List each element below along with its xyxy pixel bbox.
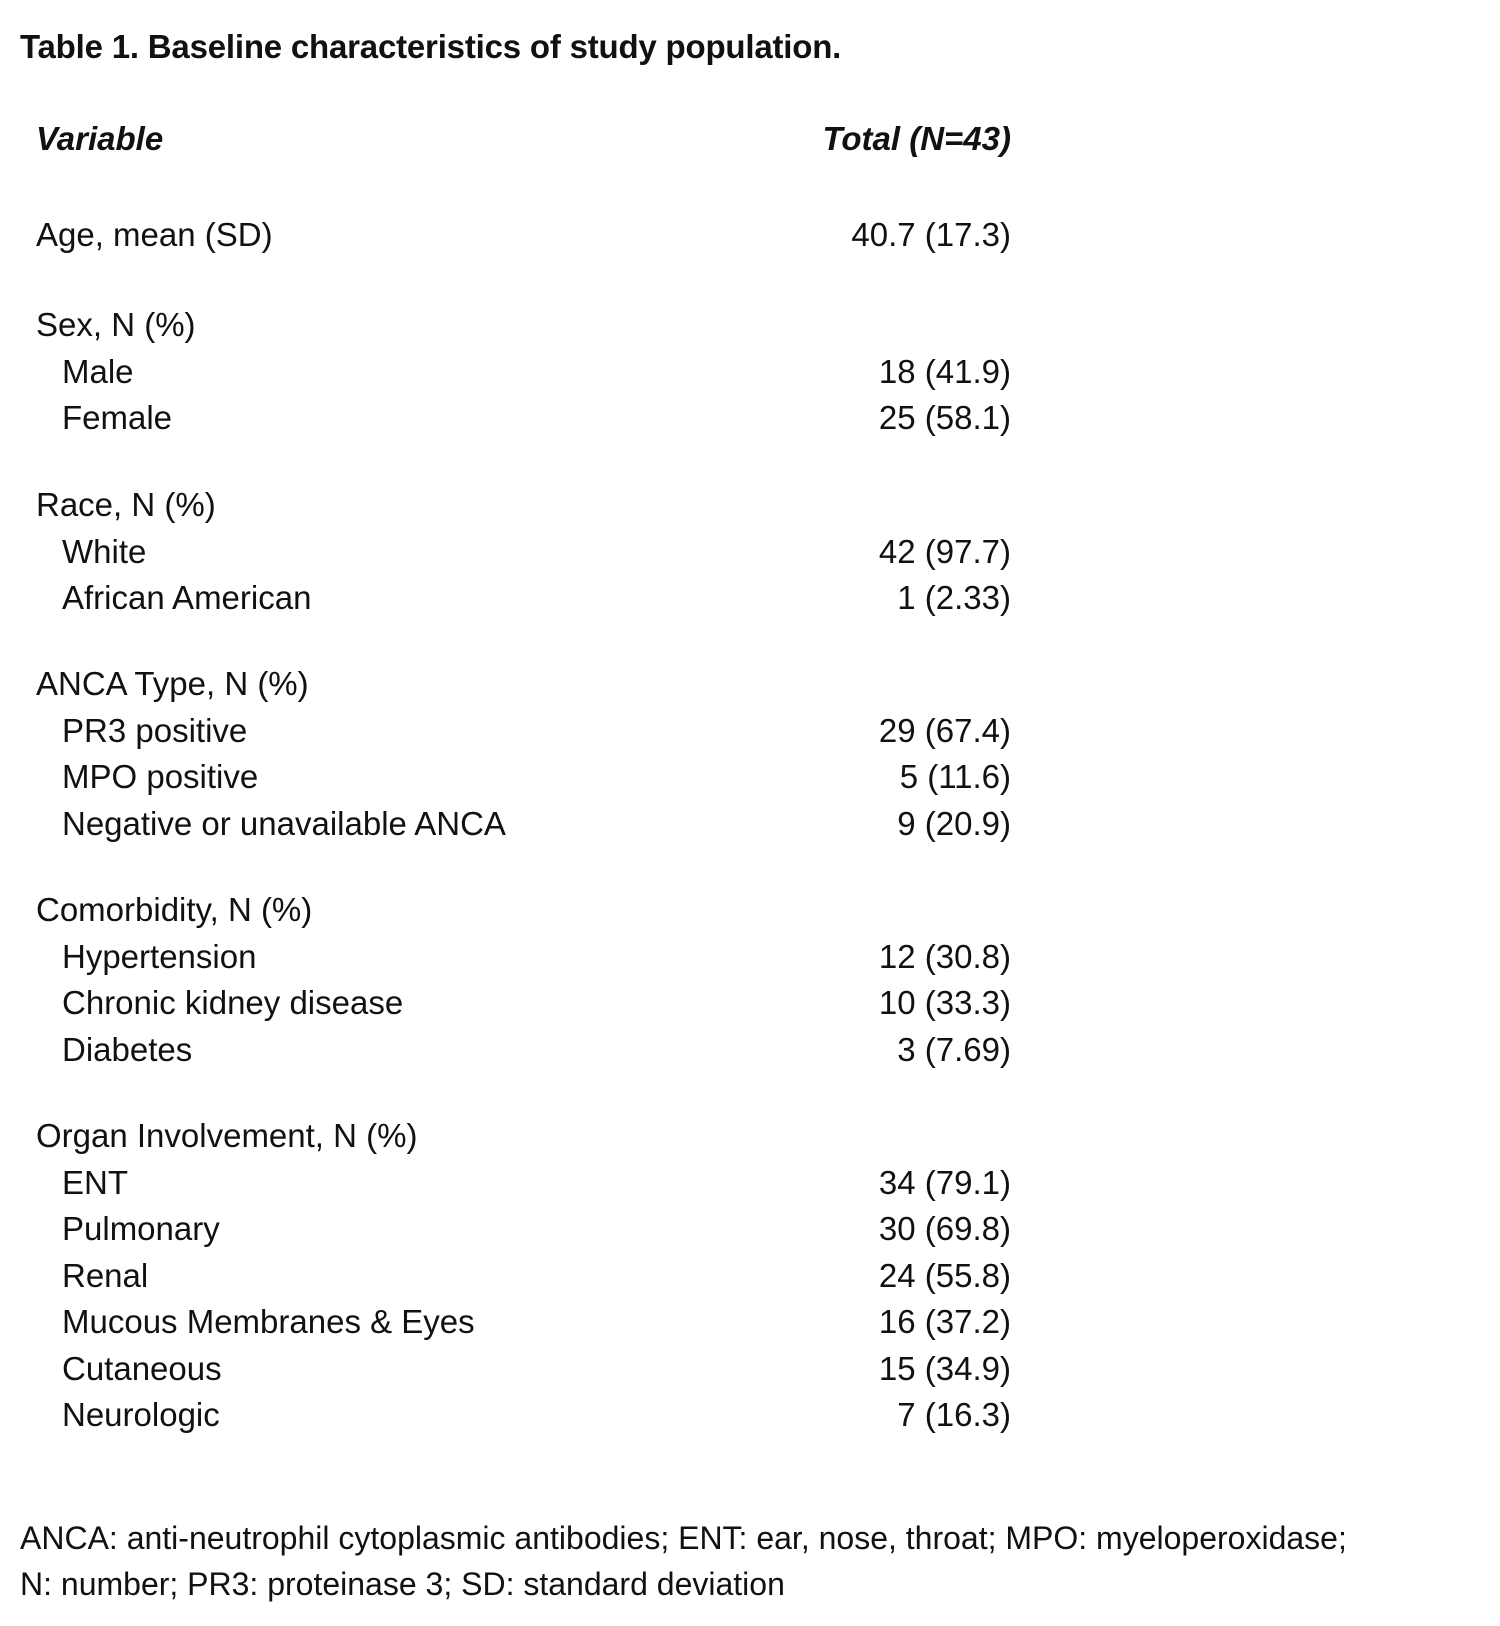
row-value: 9 (20.9) (897, 804, 1011, 842)
table-row (36, 1206, 1011, 1253)
group-heading (36, 1113, 1011, 1160)
group-heading-label: Sex, N (%) (36, 306, 196, 343)
table-row (36, 801, 1011, 848)
row-value: 1 (2.33) (897, 579, 1011, 616)
group-sex (36, 302, 1011, 442)
row-label: Pulmonary (62, 1210, 220, 1247)
row-value: 12 (30.8) (878, 937, 1011, 975)
table-row (36, 529, 1011, 576)
row-label: Neurologic (62, 1396, 220, 1433)
group-heading-label: ANCA Type, N (%) (36, 665, 309, 702)
baseline-table (36, 116, 1011, 1433)
row-label: Cutaneous (62, 1349, 222, 1387)
group-heading (36, 302, 1011, 349)
row-label: Age, mean (SD) (36, 216, 273, 253)
row-label: Hypertension (62, 937, 257, 975)
group-heading (36, 661, 1011, 708)
row-value: 40.7 (17.3) (851, 216, 1011, 253)
row-label: Mucous Membranes & Eyes (62, 1303, 475, 1340)
table-row (36, 212, 1011, 259)
row-label: ENT (62, 1163, 128, 1201)
row-value: 5 (11.6) (899, 758, 1011, 795)
row-label: White (62, 532, 147, 570)
row-label: Female (62, 399, 173, 436)
footnote-line-1: ANCA: anti-neutrophil cytoplasmic antibodies; ENT: ear, nose, throat; MPO: myeloperoxidase; (20, 1520, 1347, 1556)
group-comorbidity (36, 887, 1011, 1073)
table-row (36, 1027, 1011, 1074)
table-row (36, 1346, 1011, 1393)
header-variable: Variable (36, 120, 164, 157)
row-label: African American (62, 579, 312, 616)
row-value: 15 (34.9) (878, 1349, 1011, 1387)
table-row (36, 1253, 1011, 1300)
row-value: 29 (67.4) (878, 711, 1011, 749)
row-value: 3 (7.69) (897, 1030, 1011, 1068)
row-value: 7 (16.3) (897, 1396, 1011, 1433)
row-value: 30 (69.8) (878, 1210, 1011, 1247)
row-value: 16 (37.2) (878, 1303, 1011, 1340)
row-value: 34 (79.1) (878, 1163, 1011, 1201)
footnote-line-2: N: number; PR3: proteinase 3; SD: standard deviation (20, 1566, 785, 1602)
table-row (36, 708, 1011, 755)
row-value: 42 (97.7) (878, 532, 1011, 570)
table-row (36, 980, 1011, 1027)
table-row (36, 754, 1011, 801)
table-row (36, 1392, 1011, 1439)
row-label: Diabetes (62, 1030, 193, 1068)
table-row (36, 395, 1011, 442)
group-heading (36, 482, 1011, 529)
row-value: 25 (58.1) (878, 399, 1011, 436)
row-label: Male (62, 352, 134, 390)
group-race (36, 482, 1011, 622)
row-value: 10 (33.3) (878, 984, 1011, 1021)
row-value: 24 (55.8) (878, 1256, 1011, 1294)
group-heading-label: Organ Involvement, N (%) (36, 1117, 418, 1154)
group-organ-involvement (36, 1113, 1011, 1439)
row-label: Renal (62, 1256, 149, 1294)
table-row (36, 1160, 1011, 1207)
table-row (36, 934, 1011, 981)
row-value: 18 (41.9) (878, 352, 1011, 390)
group-heading (36, 887, 1011, 934)
group-heading-label: Race, N (%) (36, 486, 216, 523)
table-row (36, 349, 1011, 396)
table-header (36, 116, 1011, 162)
table-row (36, 1299, 1011, 1346)
table-title: Table 1. Baseline characteristics of study population. (20, 28, 842, 65)
group-age (36, 212, 1011, 259)
header-total: Total (N=43) (822, 120, 1011, 157)
table-footnote (20, 1515, 1490, 1607)
row-label: MPO positive (62, 758, 259, 795)
table-row (36, 575, 1011, 622)
row-label: PR3 positive (62, 711, 248, 749)
row-label: Negative or unavailable ANCA (62, 804, 506, 842)
row-label: Chronic kidney disease (62, 984, 404, 1021)
group-heading-label: Comorbidity, N (%) (36, 891, 313, 928)
group-anca-type (36, 661, 1011, 847)
